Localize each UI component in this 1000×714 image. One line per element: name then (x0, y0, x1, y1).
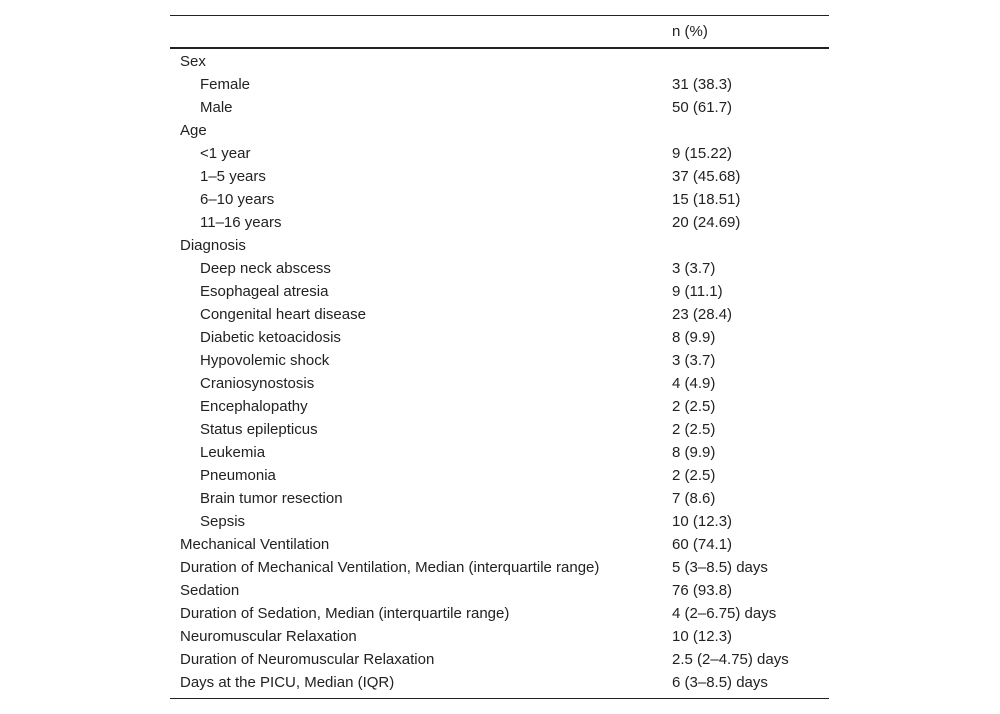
row-value: 20 (24.69) (672, 214, 741, 231)
table-row (170, 119, 829, 142)
table-row (170, 395, 829, 418)
table-row (170, 533, 829, 556)
table-row (170, 418, 829, 441)
table-bottom-rule (170, 698, 829, 699)
row-label: Mechanical Ventilation (180, 536, 330, 553)
table-row (170, 211, 829, 234)
row-sublabel: Hypovolemic shock (200, 352, 330, 369)
row-value: 76 (93.8) (672, 582, 733, 599)
row-value: 2 (2.5) (672, 467, 716, 484)
table-row (170, 556, 829, 579)
table-row (170, 510, 829, 533)
row-value: 10 (12.3) (672, 513, 733, 530)
row-sublabel: Craniosynostosis (200, 375, 315, 392)
row-label: Duration of Mechanical Ventilation, Median (interquartile range) (180, 559, 600, 576)
row-value: 9 (11.1) (672, 283, 723, 300)
row-value: 2.5 (2–4.75) days (672, 651, 789, 668)
row-value: 15 (18.51) (672, 191, 741, 208)
table-row (170, 464, 829, 487)
row-sublabel: Sepsis (200, 513, 246, 530)
row-sublabel: Leukemia (200, 444, 266, 461)
row-value: 9 (15.22) (672, 145, 733, 162)
table-row (170, 188, 829, 211)
row-sublabel: 11–16 years (200, 214, 282, 231)
data-table (170, 15, 829, 699)
row-label: Diagnosis (180, 237, 246, 254)
row-sublabel: 1–5 years (200, 168, 266, 185)
row-sublabel: 6–10 years (200, 191, 275, 208)
row-value: 10 (12.3) (672, 628, 733, 645)
header-value-cell: n (%) (672, 23, 708, 40)
table-row (170, 96, 829, 119)
row-label: Sex (180, 53, 206, 70)
table-row (170, 142, 829, 165)
row-value: 5 (3–8.5) days (672, 559, 768, 576)
row-sublabel: Brain tumor resection (200, 490, 343, 507)
row-label: Duration of Sedation, Median (interquartile range) (180, 605, 510, 622)
row-value: 8 (9.9) (672, 329, 716, 346)
table-row (170, 303, 829, 326)
row-value: 6 (3–8.5) days (672, 674, 768, 691)
row-sublabel: Female (200, 76, 251, 93)
table-header-row (170, 16, 829, 47)
table-row (170, 280, 829, 303)
row-value: 3 (3.7) (672, 352, 716, 369)
row-sublabel: Encephalopathy (200, 398, 308, 415)
row-value: 8 (9.9) (672, 444, 716, 461)
table-row (170, 625, 829, 648)
row-sublabel: Status epilepticus (200, 421, 318, 438)
row-value: 7 (8.6) (672, 490, 716, 507)
row-label: Age (180, 122, 207, 139)
row-label: Days at the PICU, Median (IQR) (180, 674, 395, 691)
row-value: 50 (61.7) (672, 99, 733, 116)
row-sublabel: Diabetic ketoacidosis (200, 329, 341, 346)
table-row (170, 487, 829, 510)
row-value: 60 (74.1) (672, 536, 733, 553)
table-row (170, 349, 829, 372)
row-label: Neuromuscular Relaxation (180, 628, 357, 645)
table-row (170, 579, 829, 602)
row-sublabel: Deep neck abscess (200, 260, 331, 277)
table-row (170, 671, 829, 694)
row-label: Sedation (180, 582, 240, 599)
row-sublabel: Congenital heart disease (200, 306, 366, 323)
table-row (170, 165, 829, 188)
row-value: 4 (2–6.75) days (672, 605, 777, 622)
table-row (170, 372, 829, 395)
row-value: 4 (4.9) (672, 375, 716, 392)
row-value: 31 (38.3) (672, 76, 733, 93)
table-row (170, 602, 829, 625)
row-value: 2 (2.5) (672, 421, 716, 438)
table-row (170, 234, 829, 257)
table-row (170, 73, 829, 96)
row-value: 37 (45.68) (672, 168, 741, 185)
table-row (170, 50, 829, 73)
table-row (170, 441, 829, 464)
table-row (170, 326, 829, 349)
row-sublabel: Male (200, 99, 233, 116)
row-value: 23 (28.4) (672, 306, 733, 323)
table-body (170, 49, 829, 698)
row-value: 3 (3.7) (672, 260, 716, 277)
table-row (170, 257, 829, 280)
row-label: Duration of Neuromuscular Relaxation (180, 651, 435, 668)
row-value: 2 (2.5) (672, 398, 716, 415)
row-sublabel: Esophageal atresia (200, 283, 329, 300)
row-sublabel: <1 year (200, 145, 251, 162)
row-sublabel: Pneumonia (200, 467, 276, 484)
table-row (170, 648, 829, 671)
